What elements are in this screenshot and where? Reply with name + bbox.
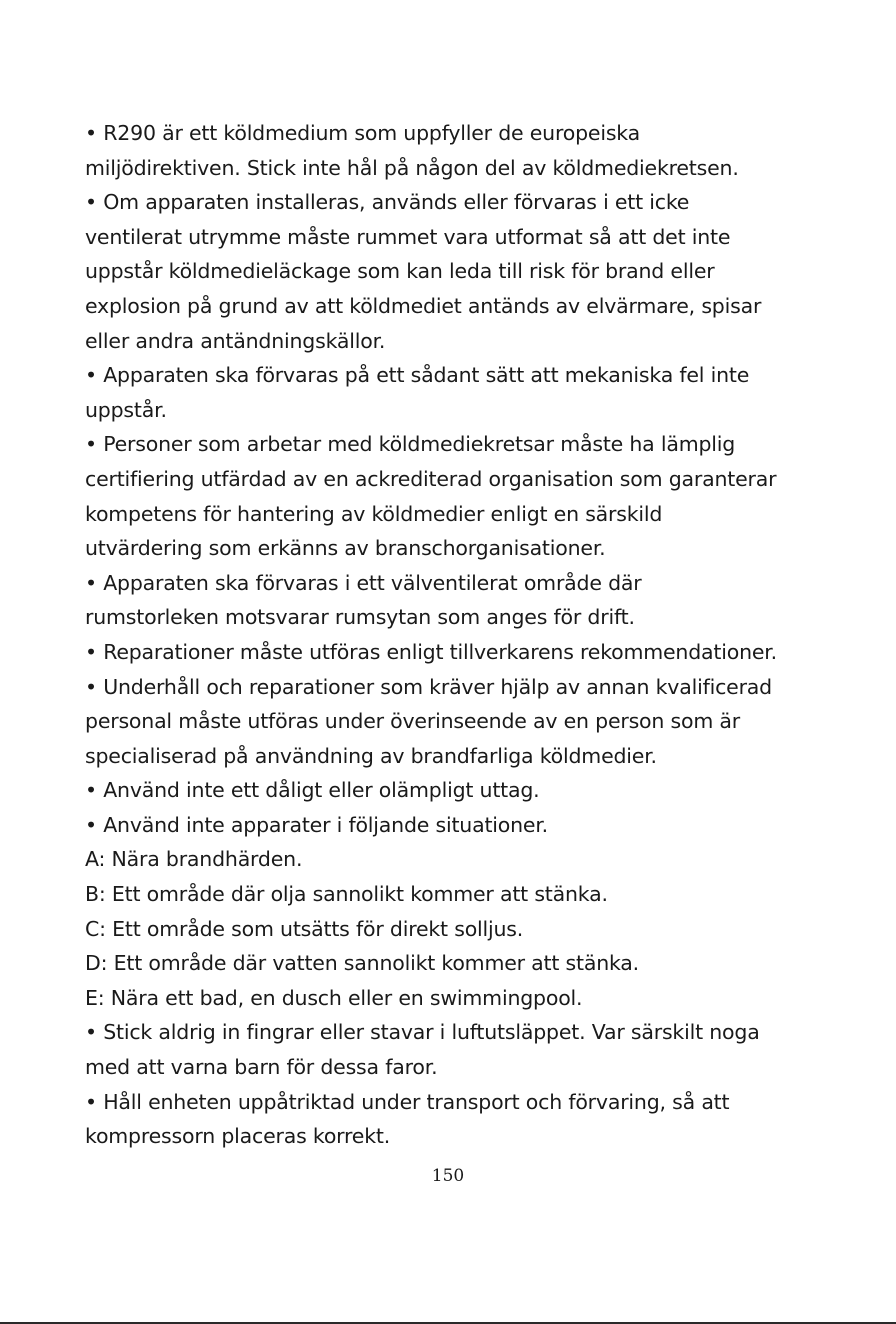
text-line: ventilerat utrymme måste rummet vara utformat så att det inte — [85, 224, 731, 249]
text-line: • Använd inte ett dåligt eller olämpligt uttag. — [85, 778, 540, 803]
text-line: kompetens för hantering av köldmedier enligt en särskild — [85, 501, 663, 526]
text-line: med att varna barn för dessa faror. — [85, 1055, 438, 1080]
text-line: • Om apparaten installeras, används eller förvaras i ett icke — [85, 190, 690, 215]
text-line: rumstorleken motsvarar rumsytan som anges för drift. — [85, 605, 635, 630]
text-line: C: Ett område som utsätts för direkt solljus. — [85, 916, 524, 941]
text-line: • Stick aldrig in fingrar eller stavar i luftutsläppet. Var särskilt noga — [85, 1020, 760, 1045]
text-line: D: Ett område där vatten sannolikt kommer att stänka. — [85, 951, 639, 976]
text-line: B: Ett område där olja sannolikt kommer att stänka. — [85, 882, 608, 907]
text-line: • Reparationer måste utföras enligt tillverkarens rekommendationer. — [85, 639, 777, 664]
text-line: • Apparaten ska förvaras på ett sådant sätt att mekaniska fel inte — [85, 363, 750, 388]
text-line: • Underhåll och reparationer som kräver hjälp av annan kvalificerad — [85, 674, 772, 699]
text-line: specialiserad på användning av brandfarliga köldmedier. — [85, 743, 657, 768]
text-line: • Apparaten ska förvaras i ett välventilerat område där — [85, 570, 642, 595]
text-line: utvärdering som erkänns av branschorganisationer. — [85, 536, 606, 561]
text-line: miljödirektiven. Stick inte hål på någon del av köldmediekretsen. — [85, 155, 739, 180]
text-line: E: Nära ett bad, en dusch eller en swimmingpool. — [85, 985, 583, 1010]
text-line: • Använd inte apparater i följande situationer. — [85, 812, 549, 837]
text-line: • Personer som arbetar med köldmediekretsar måste ha lämplig — [85, 432, 736, 457]
text-line: • Håll enheten uppåtriktad under transport och förvaring, så att — [85, 1089, 730, 1114]
text-line: uppstår köldmedieläckage som kan leda till risk för brand eller — [85, 259, 715, 284]
text-line: eller andra antändningskällor. — [85, 328, 386, 353]
safety-instructions-text — [85, 116, 865, 1154]
page-number: 150 — [431, 1166, 465, 1186]
text-line: explosion på grund av att köldmediet antänds av elvärmare, spisar — [85, 293, 762, 318]
text-line: certifiering utfärdad av en ackrediterad organisation som garanterar — [85, 466, 777, 491]
text-line: personal måste utföras under överinseende av en person som är — [85, 709, 741, 734]
text-line: uppstår. — [85, 397, 167, 422]
text-line: kompressorn placeras korrekt. — [85, 1124, 391, 1149]
text-line: • R290 är ett köldmedium som uppfyller de europeiska — [85, 121, 640, 145]
text-line: A: Nära brandhärden. — [85, 847, 303, 872]
